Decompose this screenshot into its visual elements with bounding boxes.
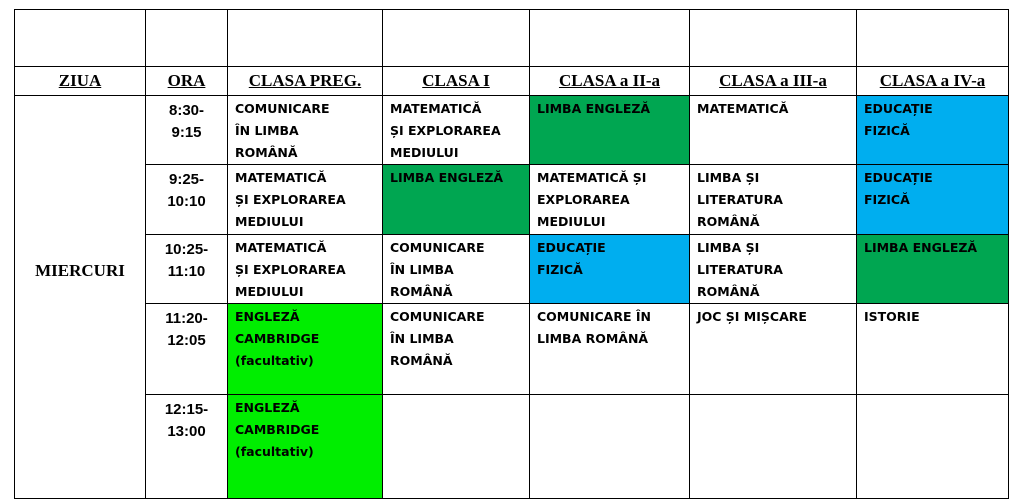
header-class-2: CLASA a II-a xyxy=(530,67,690,96)
time-label: 11:20- 12:05 xyxy=(165,310,208,349)
subject-cell xyxy=(228,395,383,499)
subject-cell xyxy=(228,304,383,395)
subject-cell xyxy=(690,96,857,165)
subject-label: COMUNICARE ÎN LIMBA ROMÂNĂ xyxy=(390,240,485,299)
subject-cell xyxy=(690,304,857,395)
subject-label: LIMBA ȘI LITERATURA ROMÂNĂ xyxy=(697,240,783,299)
blank-cell xyxy=(228,10,383,67)
header-class-1: CLASA I xyxy=(383,67,530,96)
time-cell xyxy=(146,235,228,304)
time-cell xyxy=(146,395,228,499)
table-row xyxy=(15,304,1009,395)
subject-cell xyxy=(690,235,857,304)
subject-label: LIMBA ENGLEZĂ xyxy=(864,240,978,255)
subject-cell xyxy=(530,304,690,395)
subject-label: EDUCAȚIE FIZICĂ xyxy=(537,240,606,277)
subject-cell xyxy=(383,395,530,499)
table-row xyxy=(15,235,1009,304)
subject-cell xyxy=(383,165,530,235)
subject-label: LIMBA ENGLEZĂ xyxy=(537,101,651,116)
day-cell xyxy=(15,96,146,499)
subject-label: LIMBA ȘI LITERATURA ROMÂNĂ xyxy=(697,170,783,229)
subject-cell xyxy=(383,96,530,165)
subject-cell xyxy=(857,395,1009,499)
blank-cell xyxy=(15,10,146,67)
subject-cell xyxy=(690,165,857,235)
header-day: ZIUA xyxy=(15,67,146,96)
subject-cell xyxy=(383,235,530,304)
time-label: 10:25- 11:10 xyxy=(164,241,209,280)
time-label: 8:30- 9:15 xyxy=(168,102,205,141)
subject-label: JOC ȘI MIȘCARE xyxy=(697,309,807,324)
subject-label: COMUNICARE ÎN LIMBA ROMÂNĂ xyxy=(235,101,330,160)
blank-cell xyxy=(383,10,530,67)
subject-cell xyxy=(530,165,690,235)
time-cell xyxy=(146,165,228,235)
subject-label: ISTORIE xyxy=(864,309,920,324)
subject-label: LIMBA ENGLEZĂ xyxy=(390,170,504,185)
subject-cell xyxy=(383,304,530,395)
subject-label: ENGLEZĂ CAMBRIDGE (facultativ) xyxy=(235,400,320,459)
time-label: 9:25- 10:10 xyxy=(167,171,206,210)
time-cell xyxy=(146,96,228,165)
header-time: ORA xyxy=(146,67,228,96)
subject-cell xyxy=(857,96,1009,165)
subject-cell xyxy=(228,165,383,235)
subject-cell xyxy=(530,395,690,499)
subject-cell xyxy=(228,96,383,165)
header-class-4: CLASA a IV-a xyxy=(857,67,1009,96)
subject-cell xyxy=(690,395,857,499)
subject-label: ENGLEZĂ CAMBRIDGE (facultativ) xyxy=(235,309,320,368)
header-row xyxy=(15,67,1009,96)
subject-cell xyxy=(857,304,1009,395)
time-label: 12:15- 13:00 xyxy=(164,401,209,440)
subject-cell xyxy=(857,165,1009,235)
subject-cell xyxy=(530,235,690,304)
schedule-table xyxy=(14,9,1009,499)
subject-label: MATEMATICĂ ȘI EXPLORAREA MEDIULUI xyxy=(235,170,346,229)
subject-cell xyxy=(228,235,383,304)
blank-top-row xyxy=(15,10,1009,67)
subject-label: MATEMATICĂ ȘI EXPLORAREA MEDIULUI xyxy=(390,101,501,160)
table-row xyxy=(15,395,1009,499)
subject-cell xyxy=(857,235,1009,304)
subject-label: MATEMATICĂ xyxy=(697,101,789,116)
blank-cell xyxy=(690,10,857,67)
header-class-prep: CLASA PREG. xyxy=(228,67,383,96)
subject-label: COMUNICARE ÎN LIMBA ROMÂNĂ xyxy=(390,309,485,368)
blank-cell xyxy=(146,10,228,67)
blank-cell xyxy=(530,10,690,67)
subject-label: EDUCAȚIE FIZICĂ xyxy=(864,101,933,138)
table-row xyxy=(15,96,1009,165)
subject-label: MATEMATICĂ ȘI EXPLORAREA MEDIULUI xyxy=(235,240,346,299)
subject-label: COMUNICARE ÎN LIMBA ROMÂNĂ xyxy=(537,309,651,346)
subject-cell xyxy=(530,96,690,165)
blank-cell xyxy=(857,10,1009,67)
time-cell xyxy=(146,304,228,395)
subject-label: EDUCAȚIE FIZICĂ xyxy=(864,170,933,207)
subject-label: MATEMATICĂ ȘI EXPLORAREA MEDIULUI xyxy=(537,170,647,229)
header-class-3: CLASA a III-a xyxy=(690,67,857,96)
day-label: MIERCURI xyxy=(35,261,125,280)
table-row xyxy=(15,165,1009,235)
